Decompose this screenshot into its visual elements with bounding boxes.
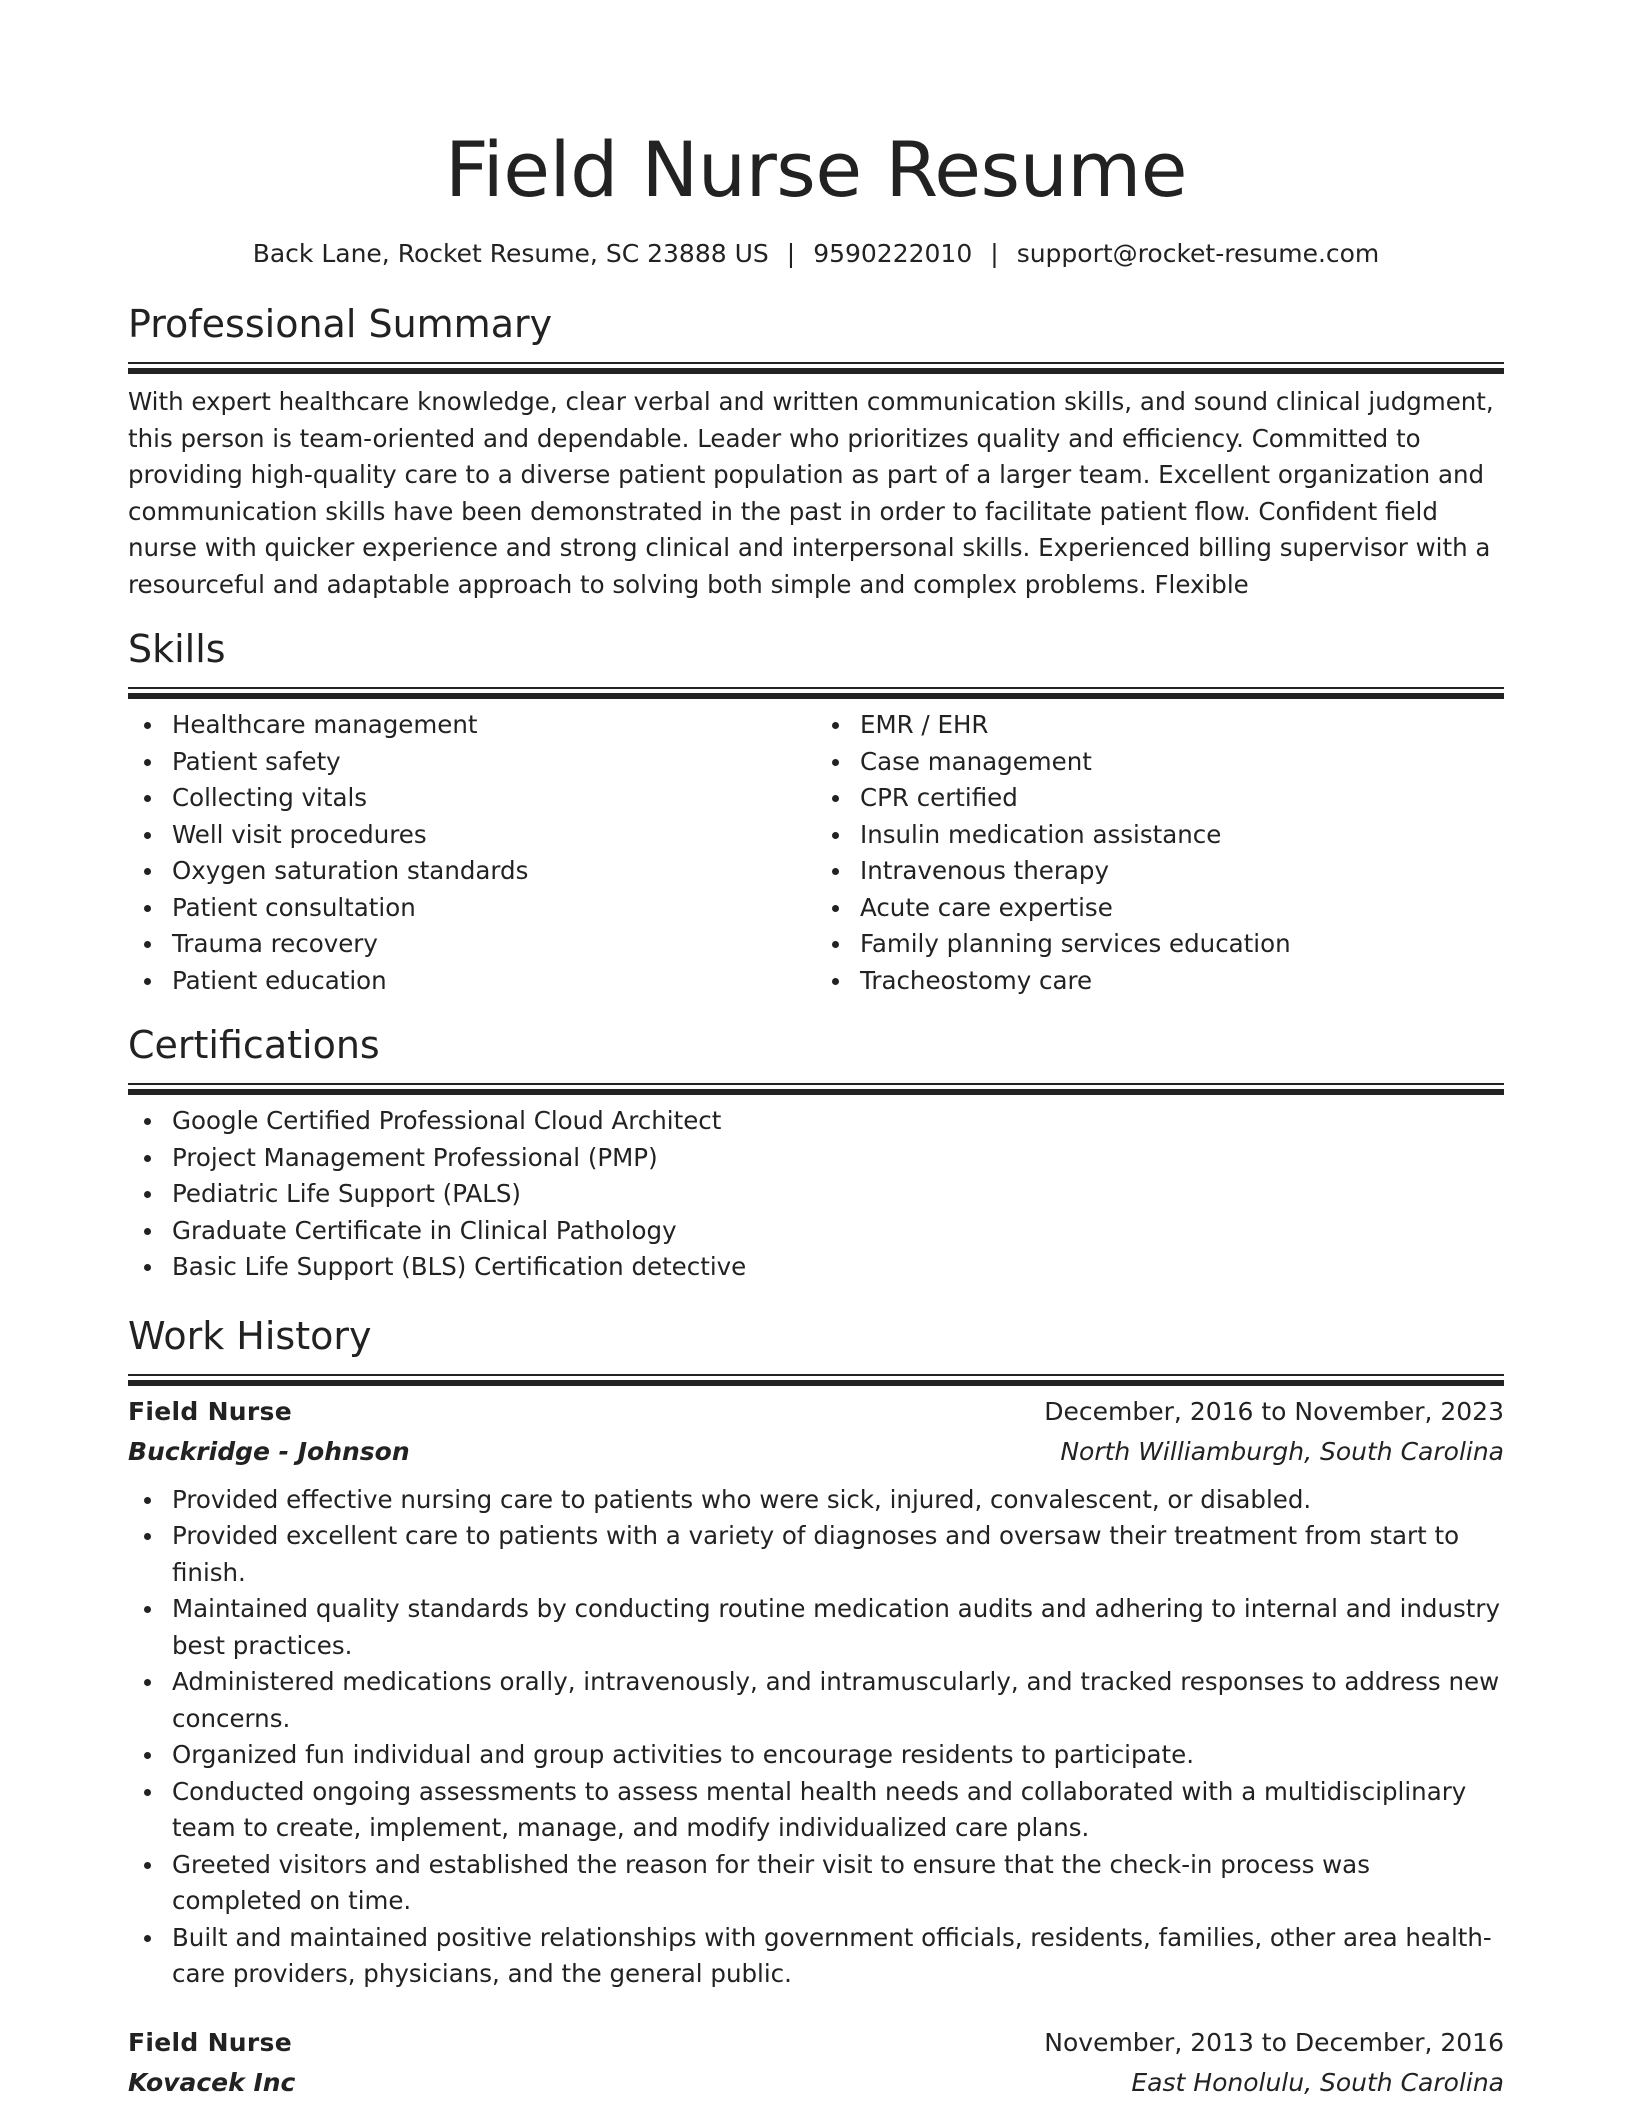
job-location: East Honolulu, South Carolina: [1131, 2067, 1504, 2097]
job-duty-item: Provided effective nursing care to patients who were sick, injured, convalescent, or disabled.: [128, 1482, 1504, 1519]
section-divider: [128, 1083, 1504, 1089]
contact-email: support@rocket-resume.com: [1016, 239, 1380, 268]
section-divider: [128, 1374, 1504, 1380]
job-header: [128, 1392, 1504, 1432]
certification-item: Google Certified Professional Cloud Architect: [128, 1103, 1504, 1140]
skills-list-left: [128, 707, 816, 999]
job-title: Field Nurse: [128, 1396, 292, 1426]
skill-item: EMR / EHR: [816, 707, 1504, 744]
skills-grid: [128, 707, 1504, 999]
skill-item: Intravenous therapy: [816, 853, 1504, 890]
job-duty-item: Organized fun individual and group activities to encourage residents to participate.: [128, 1737, 1504, 1774]
contact-separator: |: [786, 239, 796, 268]
section-heading-work-history: Work History: [128, 1313, 372, 1358]
section-heading-skills: Skills: [128, 627, 226, 671]
skill-item: Family planning services education: [816, 926, 1504, 963]
certification-item: Graduate Certificate in Clinical Pathology: [128, 1213, 1504, 1250]
job-company: Buckridge - Johnson: [128, 1436, 410, 1466]
job-dates: November, 2013 to December, 2016: [1044, 2027, 1504, 2057]
job-duty-item: Administered medications orally, intravenously, and intramuscularly, and tracked responses to address new concerns.: [128, 1664, 1504, 1737]
work-history-section: [128, 1312, 1504, 2103]
contact-phone: 9590222010: [813, 239, 973, 268]
job-dates: December, 2016 to November, 2023: [1044, 1396, 1504, 1426]
job-entry: [128, 1392, 1504, 1993]
skill-item: Case management: [816, 744, 1504, 781]
job-duty-item: Maintained quality standards by conducting routine medication audits and adhering to internal and industry best practices.: [128, 1591, 1504, 1664]
skill-item: Healthcare management: [128, 707, 816, 744]
contact-separator: |: [990, 239, 999, 268]
summary-text: With expert healthcare knowledge, clear verbal and written communication skills, and sound clinical judgment, this person is team-oriented and dependable. Leader who prioritizes quality and efficiency. Committed to providing high-quality care to a diverse patient population as part of a larger team. Excellent organization and communication skills have been demonstrated in the past in order to facilitate patient flow. Confident field nurse with quicker experience and strong clinical and interpersonal skills. Experienced billing supervisor with a resourceful and adaptable approach to solving both simple and complex problems. Flexible: [128, 387, 1494, 599]
certification-item: Project Management Professional (PMP): [128, 1140, 1504, 1177]
job-header: [128, 2023, 1504, 2063]
skills-section: [128, 625, 1504, 999]
job-duty-item: Greeted visitors and established the reason for their visit to ensure that the check-in process was completed on time.: [128, 1847, 1504, 1920]
skill-item: Trauma recovery: [128, 926, 816, 963]
skill-item: Collecting vitals: [128, 780, 816, 817]
job-subheader: [128, 2063, 1504, 2103]
job-entry: [128, 2023, 1504, 2103]
skill-item: Patient education: [128, 963, 816, 1000]
contact-address: Back Lane, Rocket Resume, SC 23888 US: [252, 239, 769, 268]
certifications-section: [128, 1021, 1504, 1286]
skill-item: Oxygen saturation standards: [128, 853, 816, 890]
section-heading-certifications: Certifications: [128, 1023, 380, 1067]
skill-item: Insulin medication assistance: [816, 817, 1504, 854]
skill-item: Patient safety: [128, 744, 816, 781]
skill-item: Patient consultation: [128, 890, 816, 927]
skills-list-right: [816, 707, 1504, 999]
skill-item: Tracheostomy care: [816, 963, 1504, 1000]
job-company: Kovacek Inc: [128, 2067, 296, 2097]
job-title: Field Nurse: [128, 2027, 292, 2057]
job-duty-item: Built and maintained positive relationships with government officials, residents, families, other area health-care providers, physicians, and the general public.: [128, 1920, 1504, 1993]
summary-section: [128, 300, 1504, 603]
job-subheader: [128, 1432, 1504, 1472]
certification-item: Basic Life Support (BLS) Certification detective: [128, 1249, 1504, 1286]
job-duty-item: Provided excellent care to patients with a variety of diagnoses and oversaw their treatment from start to finish.: [128, 1518, 1504, 1591]
job-duties-list: [128, 1482, 1504, 1993]
section-divider: [128, 362, 1504, 368]
section-divider: [128, 687, 1504, 693]
job-location: North Williamburgh, South Carolina: [1060, 1436, 1504, 1466]
skill-item: Well visit procedures: [128, 817, 816, 854]
section-heading-summary: Professional Summary: [128, 302, 553, 346]
job-duty-item: Conducted ongoing assessments to assess mental health needs and collaborated with a multidisciplinary team to create, implement, manage, and modify individualized care plans.: [128, 1774, 1504, 1847]
skill-item: CPR certified: [816, 780, 1504, 817]
contact-line: [128, 238, 1504, 270]
page-title: Field Nurse Resume: [444, 125, 1188, 214]
certification-item: Pediatric Life Support (PALS): [128, 1176, 1504, 1213]
certifications-list: [128, 1103, 1504, 1286]
skill-item: Acute care expertise: [816, 890, 1504, 927]
